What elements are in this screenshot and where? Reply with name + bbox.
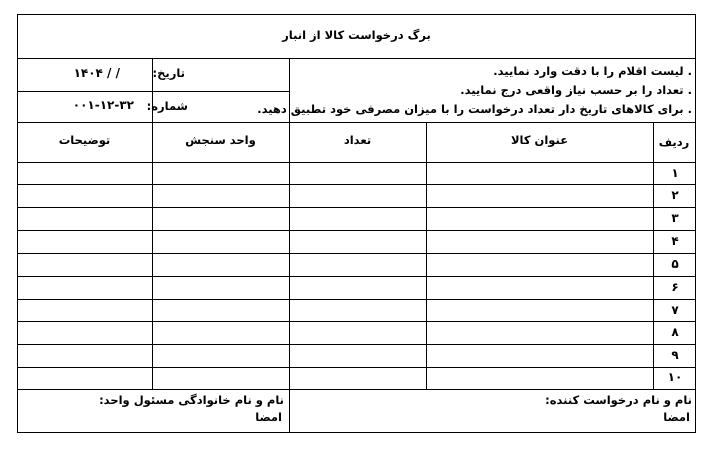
header-top-line [17,122,696,123]
date-value: / / ۱۴۰۴ [73,66,120,80]
border-right [695,14,696,433]
meta-divider [17,91,289,92]
col-header-row: ردیف [658,135,690,149]
row-number: ۸ [671,325,679,339]
row-line [17,276,696,277]
title-divider [17,58,696,59]
row-line [17,207,696,208]
instruction-line: . برای کالاهای تاریخ دار تعداد درخواست را با میزان مصرفی خود تطبیق دهید. [257,102,692,116]
col-header-unit: واحد سنجش [185,133,256,147]
col-header-qty: تعداد [343,133,372,147]
row-number: ۷ [671,303,679,317]
row-line [17,389,696,390]
row-number: ۵ [671,257,679,271]
number-label: شماره: [146,99,188,113]
col-header-desc: توضیحات [58,133,111,147]
border-left [17,14,18,433]
row-number: ۶ [671,280,679,294]
row-line [17,299,696,300]
col-line-row [653,122,654,390]
row-line [17,321,696,322]
row-number: ۱ [671,166,679,180]
row-line [17,344,696,345]
row-line [17,230,696,231]
row-number: ۹ [671,348,679,362]
requester-label: نام و نام درخواست کننده: [545,393,692,407]
col-line-qty [426,122,427,390]
row-number: ۳ [671,211,679,225]
border-top [17,14,696,15]
requester-signature: امضا [663,410,690,424]
row-number: ۲ [671,188,679,202]
instruction-line: . تعداد را بر حسب نیاز واقعی درج نمایید. [460,83,692,97]
page-title: برگ درخواست کالا از انبار [282,28,431,42]
number-value: ۰۰۱-۱۲-۳۲ [72,98,134,112]
manager-label: نام و نام خانوادگی مسئول واحد: [99,393,284,407]
row-line [17,367,696,368]
row-number: ۴ [671,234,679,248]
row-number: ۱۰ [667,370,683,384]
row-line [17,253,696,254]
instruction-line: . لیست اقلام را با دقت وارد نمایید. [493,64,692,78]
date-label: تاریخ: [152,66,185,80]
border-bottom [17,432,696,433]
row-line [17,184,696,185]
col-header-item: عنوان کالا [510,133,569,147]
manager-signature: امضا [255,410,282,424]
header-bottom-line [17,162,696,163]
